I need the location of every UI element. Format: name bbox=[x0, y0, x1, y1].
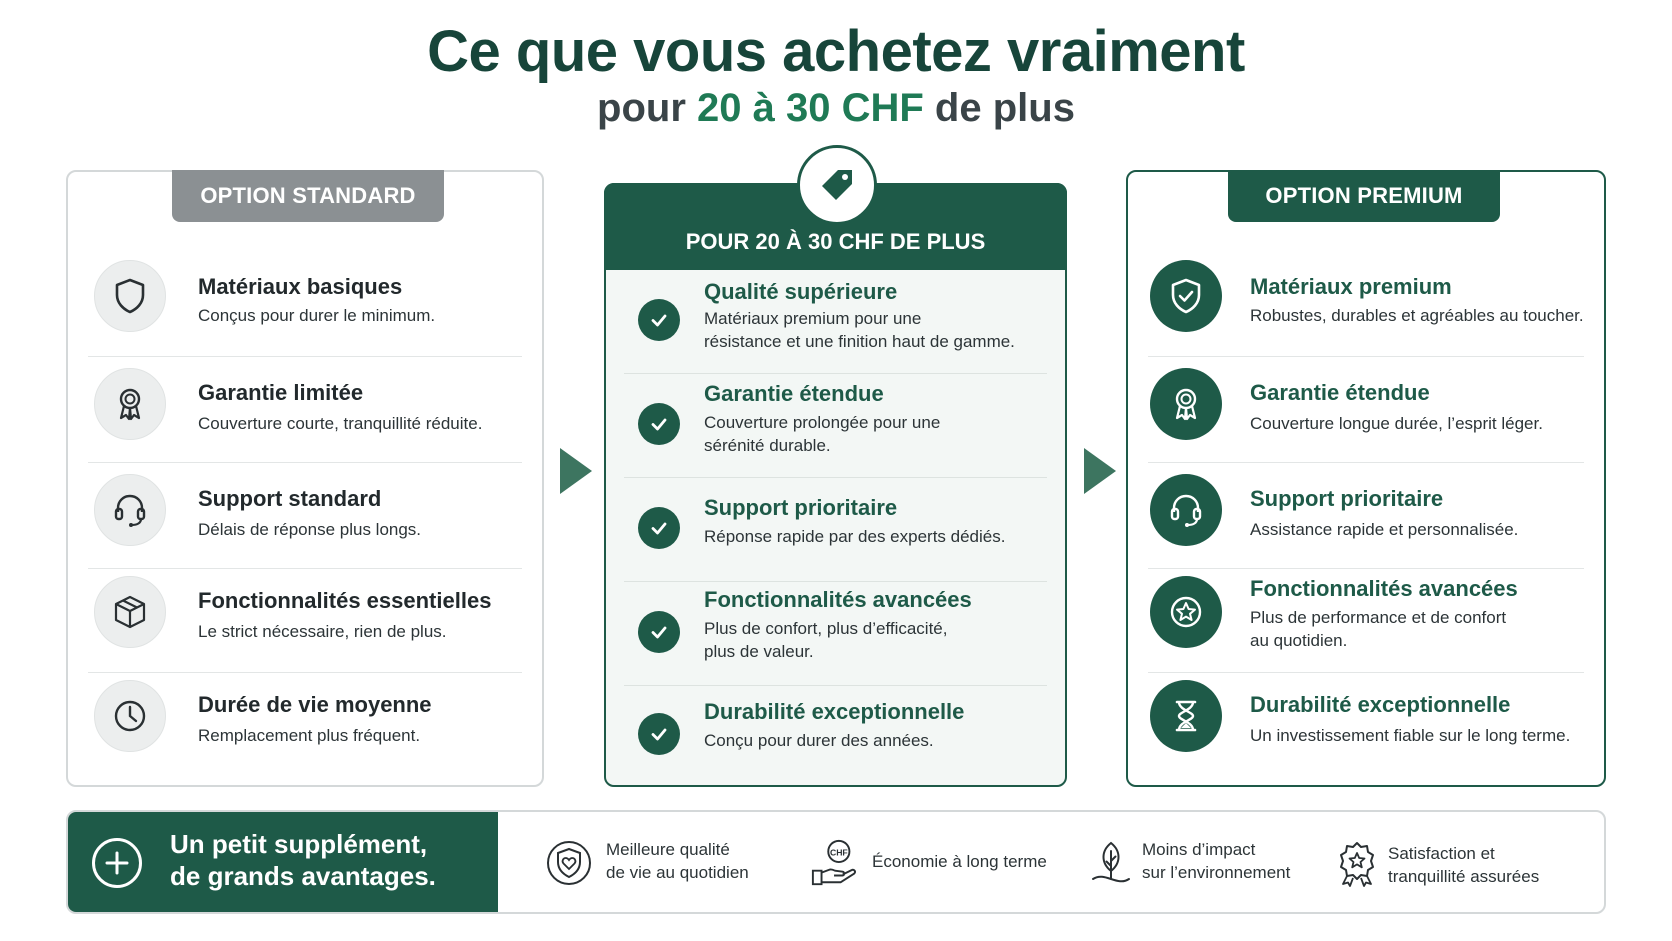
list-item: Support prioritaire Réponse rapide par des experts dédiés. bbox=[606, 481, 1065, 581]
list-item: Garantie étendue Couverture longue durée, l’esprit léger. bbox=[1128, 368, 1604, 464]
price-tag-icon bbox=[797, 145, 877, 225]
award-ribbon-icon bbox=[94, 368, 166, 440]
banner-highlight bbox=[68, 812, 498, 912]
shield-icon bbox=[94, 260, 166, 332]
list-item: Garantie étendue Couverture prolongée pour une sérénité durable. bbox=[606, 377, 1065, 477]
page-title: Ce que vous achetez vraiment bbox=[427, 19, 1245, 84]
divider bbox=[1148, 356, 1584, 357]
benefit-item: Moins d’impact sur l’environnement bbox=[1086, 812, 1306, 912]
benefits-banner bbox=[66, 810, 1606, 914]
list-item: Fonctionnalités avancées Plus de confort, plus d’efficacité, plus de valeur. bbox=[606, 585, 1065, 685]
clock-icon bbox=[94, 680, 166, 752]
divider bbox=[88, 672, 522, 673]
arrow-right-icon bbox=[1084, 448, 1116, 494]
page-subtitle: pour 20 à 30 CHF de plus bbox=[597, 86, 1075, 130]
list-item: Matériaux premium Robustes, durables et agréables au toucher. bbox=[1128, 260, 1604, 356]
star-badge-icon bbox=[1332, 838, 1382, 888]
price-highlight: 20 à 30 CHF bbox=[697, 86, 924, 130]
leaf-icon bbox=[1086, 838, 1136, 888]
standard-option-tab: OPTION STANDARD bbox=[172, 170, 444, 222]
divider bbox=[88, 356, 522, 357]
divider bbox=[88, 568, 522, 569]
list-item: Fonctionnalités essentielles Le strict nécessaire, rien de plus. bbox=[68, 576, 542, 672]
list-item: Qualité supérieure Matériaux premium pour une résistance et une finition haut de gamme. bbox=[606, 273, 1065, 373]
check-icon bbox=[638, 713, 680, 755]
benefit-item: CHF Économie à long terme bbox=[810, 812, 1050, 912]
divider bbox=[624, 581, 1047, 582]
arrow-right-icon bbox=[560, 448, 592, 494]
benefit-item: Meilleure qualité de vie au quotidien bbox=[544, 812, 774, 912]
list-item: Support standard Délais de réponse plus longs. bbox=[68, 474, 542, 570]
divider bbox=[1148, 462, 1584, 463]
check-icon bbox=[638, 299, 680, 341]
list-item: Durabilité exceptionnelle Un investissement fiable sur le long terme. bbox=[1128, 680, 1604, 776]
list-item: Garantie limitée Couverture courte, tranquillité réduite. bbox=[68, 368, 542, 464]
heart-shield-icon bbox=[544, 838, 594, 888]
check-icon bbox=[638, 611, 680, 653]
upgrade-benefits-card bbox=[604, 183, 1067, 787]
divider bbox=[1148, 568, 1584, 569]
box-icon bbox=[94, 576, 166, 648]
banner-message: Un petit supplément, de grands avantages. bbox=[170, 829, 436, 891]
list-item: Support prioritaire Assistance rapide et personnalisée. bbox=[1128, 474, 1604, 570]
star-icon bbox=[1150, 576, 1222, 648]
headset-icon bbox=[1150, 474, 1222, 546]
upgrade-header: POUR 20 À 30 CHF DE PLUS bbox=[604, 183, 1067, 270]
headset-icon bbox=[94, 474, 166, 546]
divider bbox=[1148, 672, 1584, 673]
divider bbox=[624, 373, 1047, 374]
shield-check-icon bbox=[1150, 260, 1222, 332]
benefit-item: Satisfaction et tranquillité assurées bbox=[1332, 812, 1572, 912]
plus-icon bbox=[92, 838, 142, 888]
list-item: Durée de vie moyenne Remplacement plus fréquent. bbox=[68, 680, 542, 776]
divider bbox=[624, 477, 1047, 478]
standard-option-card bbox=[66, 170, 544, 787]
award-ribbon-icon bbox=[1150, 368, 1222, 440]
check-icon bbox=[638, 507, 680, 549]
svg-text:CHF: CHF bbox=[829, 847, 848, 858]
list-item: Matériaux basiques Conçus pour durer le minimum. bbox=[68, 260, 542, 356]
chf-hand-icon bbox=[810, 838, 860, 888]
list-item: Fonctionnalités avancées Plus de performance et de confort au quotidien. bbox=[1128, 576, 1604, 672]
premium-option-tab: OPTION PREMIUM bbox=[1228, 170, 1500, 222]
list-item: Durabilité exceptionnelle Conçu pour durer des années. bbox=[606, 689, 1065, 785]
hourglass-icon bbox=[1150, 680, 1222, 752]
divider bbox=[88, 462, 522, 463]
premium-option-card bbox=[1126, 170, 1606, 787]
check-icon bbox=[638, 403, 680, 445]
divider bbox=[624, 685, 1047, 686]
